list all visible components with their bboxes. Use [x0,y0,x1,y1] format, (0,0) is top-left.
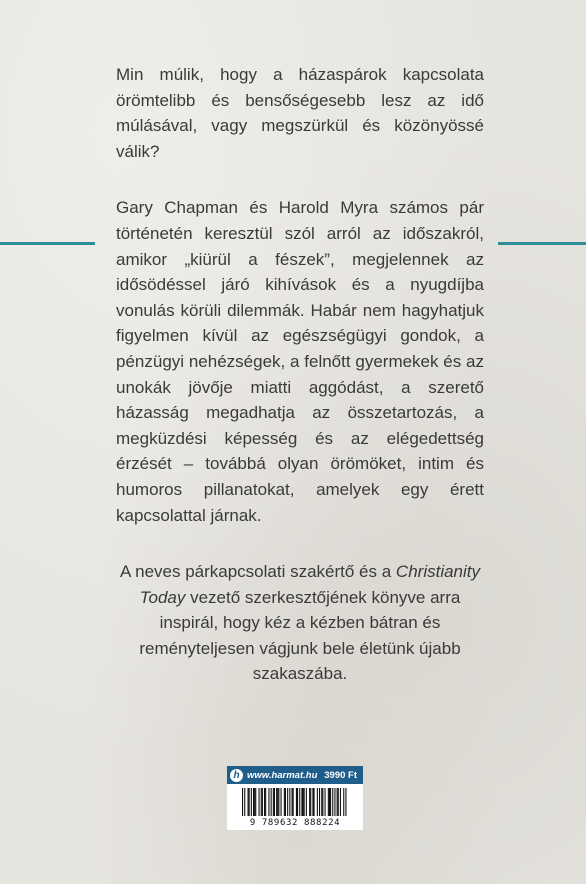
barcode-bar [310,788,311,816]
barcode-bar [249,788,250,816]
barcode-bar [321,788,322,816]
barcode [227,784,363,830]
barcode-bar [332,788,333,816]
barcode-bar [330,788,331,816]
barcode-bar [259,788,260,816]
paragraph-2: Gary Chapman és Harold Myra számos pár történetén keresztül szól arról az időszakról, amikor „kiürül a fészek”, megjelennek az idősödéssel járó kihívások és a nyugdíjba vonulás körüli dilemmák. Habár nem hagyhatjuk figyelmen kívül az egészségügyi gondok, a pénzügyi nehézségek, a felnőtt gyermekek és az unokák jövője miatti aggódást, a szerető házasság megadhatja az összetartozás, a megküzdési képesség és az elégedettség érzését – továbbá olyan örömöket, intim és humoros pillanatokat, amelyek egy érett kapcsolattal járnak. [116,198,484,525]
barcode-bar [271,788,272,816]
barcode-bar [338,788,339,816]
publisher-price-box [227,766,363,784]
publisher-url: www.harmat.hu [247,769,318,781]
barcode-bar [322,788,323,816]
barcode-bar [278,788,279,816]
barcode-bar [264,788,265,816]
barcode-bar [268,788,269,816]
harmat-logo-icon: h [230,769,243,782]
barcode-bar [337,788,338,816]
barcode-bar [254,788,255,816]
barcode-bar [244,788,245,816]
back-cover-text [116,62,484,687]
barcode-bar [340,788,341,816]
barcode-bar [251,788,252,816]
barcode-bar [345,788,346,816]
paragraph-3-start: A neves párkapcsolati szakértő és a [119,562,396,582]
barcode-bar [314,788,315,816]
magazine-title: Christianity Today [139,562,481,607]
barcode-bar [262,788,263,816]
paragraph-3 [116,559,484,687]
barcode-bar [273,788,274,816]
barcode-bar [274,788,275,816]
barcode-bar [319,788,320,816]
barcode-bar [329,788,330,816]
paragraph-1: Min múlik, hogy a házaspárok kapcsolata örömtelibb és bensőségesebb lesz az idő múlásával, vagy megszürkül és közönyössé válik? [116,65,484,161]
barcode-bar [242,788,243,816]
barcode-bar [304,788,305,816]
barcode-bar [309,788,310,816]
barcode-bar [285,788,286,816]
barcode-bar [306,788,307,816]
barcode-bar [343,788,344,816]
barcode-bar [253,788,254,816]
barcode-bar [276,788,277,816]
barcode-bar [328,788,329,816]
barcode-bar [265,788,266,816]
barcode-bar [284,788,285,816]
isbn-number: 9 789632 888224 [249,818,341,828]
barcode-bar [312,788,313,816]
barcode-bar [299,788,300,816]
barcode-bar [293,788,294,816]
barcode-bar [334,788,335,816]
barcode-bar [289,788,290,816]
barcode-bar [287,788,288,816]
barcode-bar [292,788,293,816]
barcode-bar [325,788,326,816]
barcode-bar [261,788,262,816]
barcode-bar [296,788,297,816]
barcode-bar [317,788,318,816]
barcode-bar [303,788,304,816]
price-label: 3990 Ft [324,769,357,781]
barcode-bar [277,788,278,816]
accent-line-left [0,242,95,245]
barcode-bar [281,788,282,816]
accent-line-right [498,242,586,245]
barcode-bar [297,788,298,816]
barcode-bar [301,788,302,816]
barcode-bar [255,788,256,816]
paragraph-3-end: vezető szerkesztőjének könyve arra inspirál, hogy kéz a kézben bátran és reményteljesen vágjunk bele életünk újabb szakaszába. [139,587,461,684]
barcode-bar [248,788,249,816]
